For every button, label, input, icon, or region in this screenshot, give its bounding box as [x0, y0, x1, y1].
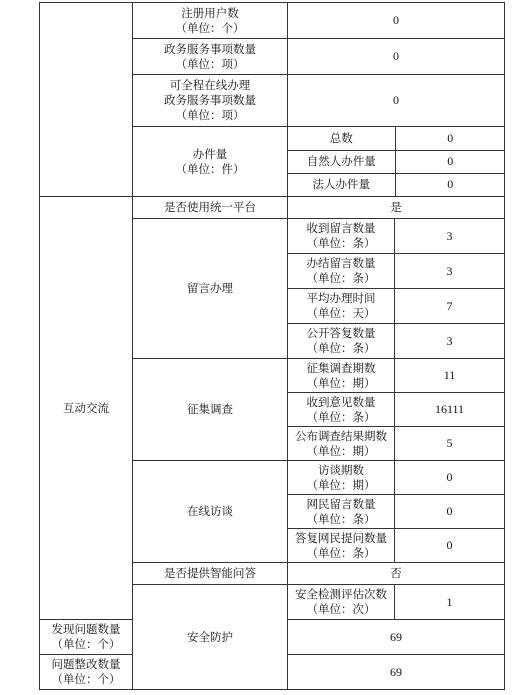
messages-received-label: 收到留言数量 （单位：条）: [288, 219, 395, 254]
cases-subtable-cell: [288, 127, 505, 197]
messages-public-replies-label: 公开答复数量 （单位：条）: [288, 324, 395, 359]
unified-platform-value: 是: [288, 197, 505, 219]
issues-fixed-label: 问题整改数量 （单位：个）: [40, 655, 133, 690]
security-assessments-value: 1: [395, 585, 505, 620]
messages-concluded-value: 3: [395, 254, 505, 289]
online-items-value: 0: [288, 75, 505, 127]
survey-periods-value: 11: [395, 359, 505, 393]
interview-periods-label: 访谈期数 （单位：期）: [288, 461, 395, 495]
issues-fixed-value: 69: [288, 655, 505, 690]
cases-natural-value: 0: [395, 150, 505, 173]
security-section-label: 安全防护: [133, 585, 288, 690]
interview-messages-value: 0: [395, 495, 505, 529]
survey-group-label: 征集调查: [133, 359, 288, 461]
messages-concluded-label: 办结留言数量 （单位：条）: [288, 254, 395, 289]
cases-label: 办件量 （单位：件）: [133, 127, 288, 197]
interview-answers-value: 0: [395, 529, 505, 563]
messages-group-label: 留言办理: [133, 219, 288, 359]
cases-subtable: [288, 127, 505, 196]
interview-messages-label: 网民留言数量 （单位：条）: [288, 495, 395, 529]
interaction-section-label: 互动交流: [40, 197, 133, 620]
cases-total-value: 0: [395, 127, 505, 150]
online-items-label: 可全程在线办理 政务服务事项数量 （单位：项）: [133, 75, 288, 127]
interview-group-label: 在线访谈: [133, 461, 288, 563]
interview-answers-label: 答复网民提问数量 （单位：条）: [288, 529, 395, 563]
messages-received-value: 3: [395, 219, 505, 254]
unified-platform-label: 是否使用统一平台: [133, 197, 288, 219]
service-items-value: 0: [288, 39, 505, 75]
issues-found-value: 69: [288, 620, 505, 655]
cases-legal-value: 0: [395, 173, 505, 196]
interview-periods-value: 0: [395, 461, 505, 495]
smart-qa-value: 否: [288, 563, 505, 585]
survey-results-value: 5: [395, 427, 505, 461]
messages-public-replies-value: 3: [395, 324, 505, 359]
cases-natural-label: 自然人办件量: [288, 150, 395, 173]
service-items-label: 政务服务事项数量 （单位：项）: [133, 39, 288, 75]
survey-opinions-value: 16111: [395, 393, 505, 427]
top-empty-cell: [40, 3, 133, 197]
cases-legal-label: 法人办件量: [288, 173, 395, 196]
smart-qa-label: 是否提供智能问答: [133, 563, 288, 585]
messages-avg-time-value: 7: [395, 289, 505, 324]
statistics-table: [39, 2, 505, 690]
registered-users-value: 0: [288, 3, 505, 39]
registered-users-label: 注册用户数 （单位：个）: [133, 3, 288, 39]
security-assessments-label: 安全检测评估次数 （单位：次）: [288, 585, 395, 620]
survey-periods-label: 征集调查期数 （单位：期）: [288, 359, 395, 393]
cases-total-label: 总数: [288, 127, 395, 150]
issues-found-label: 发现问题数量 （单位：个）: [40, 620, 133, 655]
survey-opinions-label: 收到意见数量 （单位：条）: [288, 393, 395, 427]
survey-results-label: 公布调查结果期数 （单位：期）: [288, 427, 395, 461]
messages-avg-time-label: 平均办理时间 （单位：天）: [288, 289, 395, 324]
